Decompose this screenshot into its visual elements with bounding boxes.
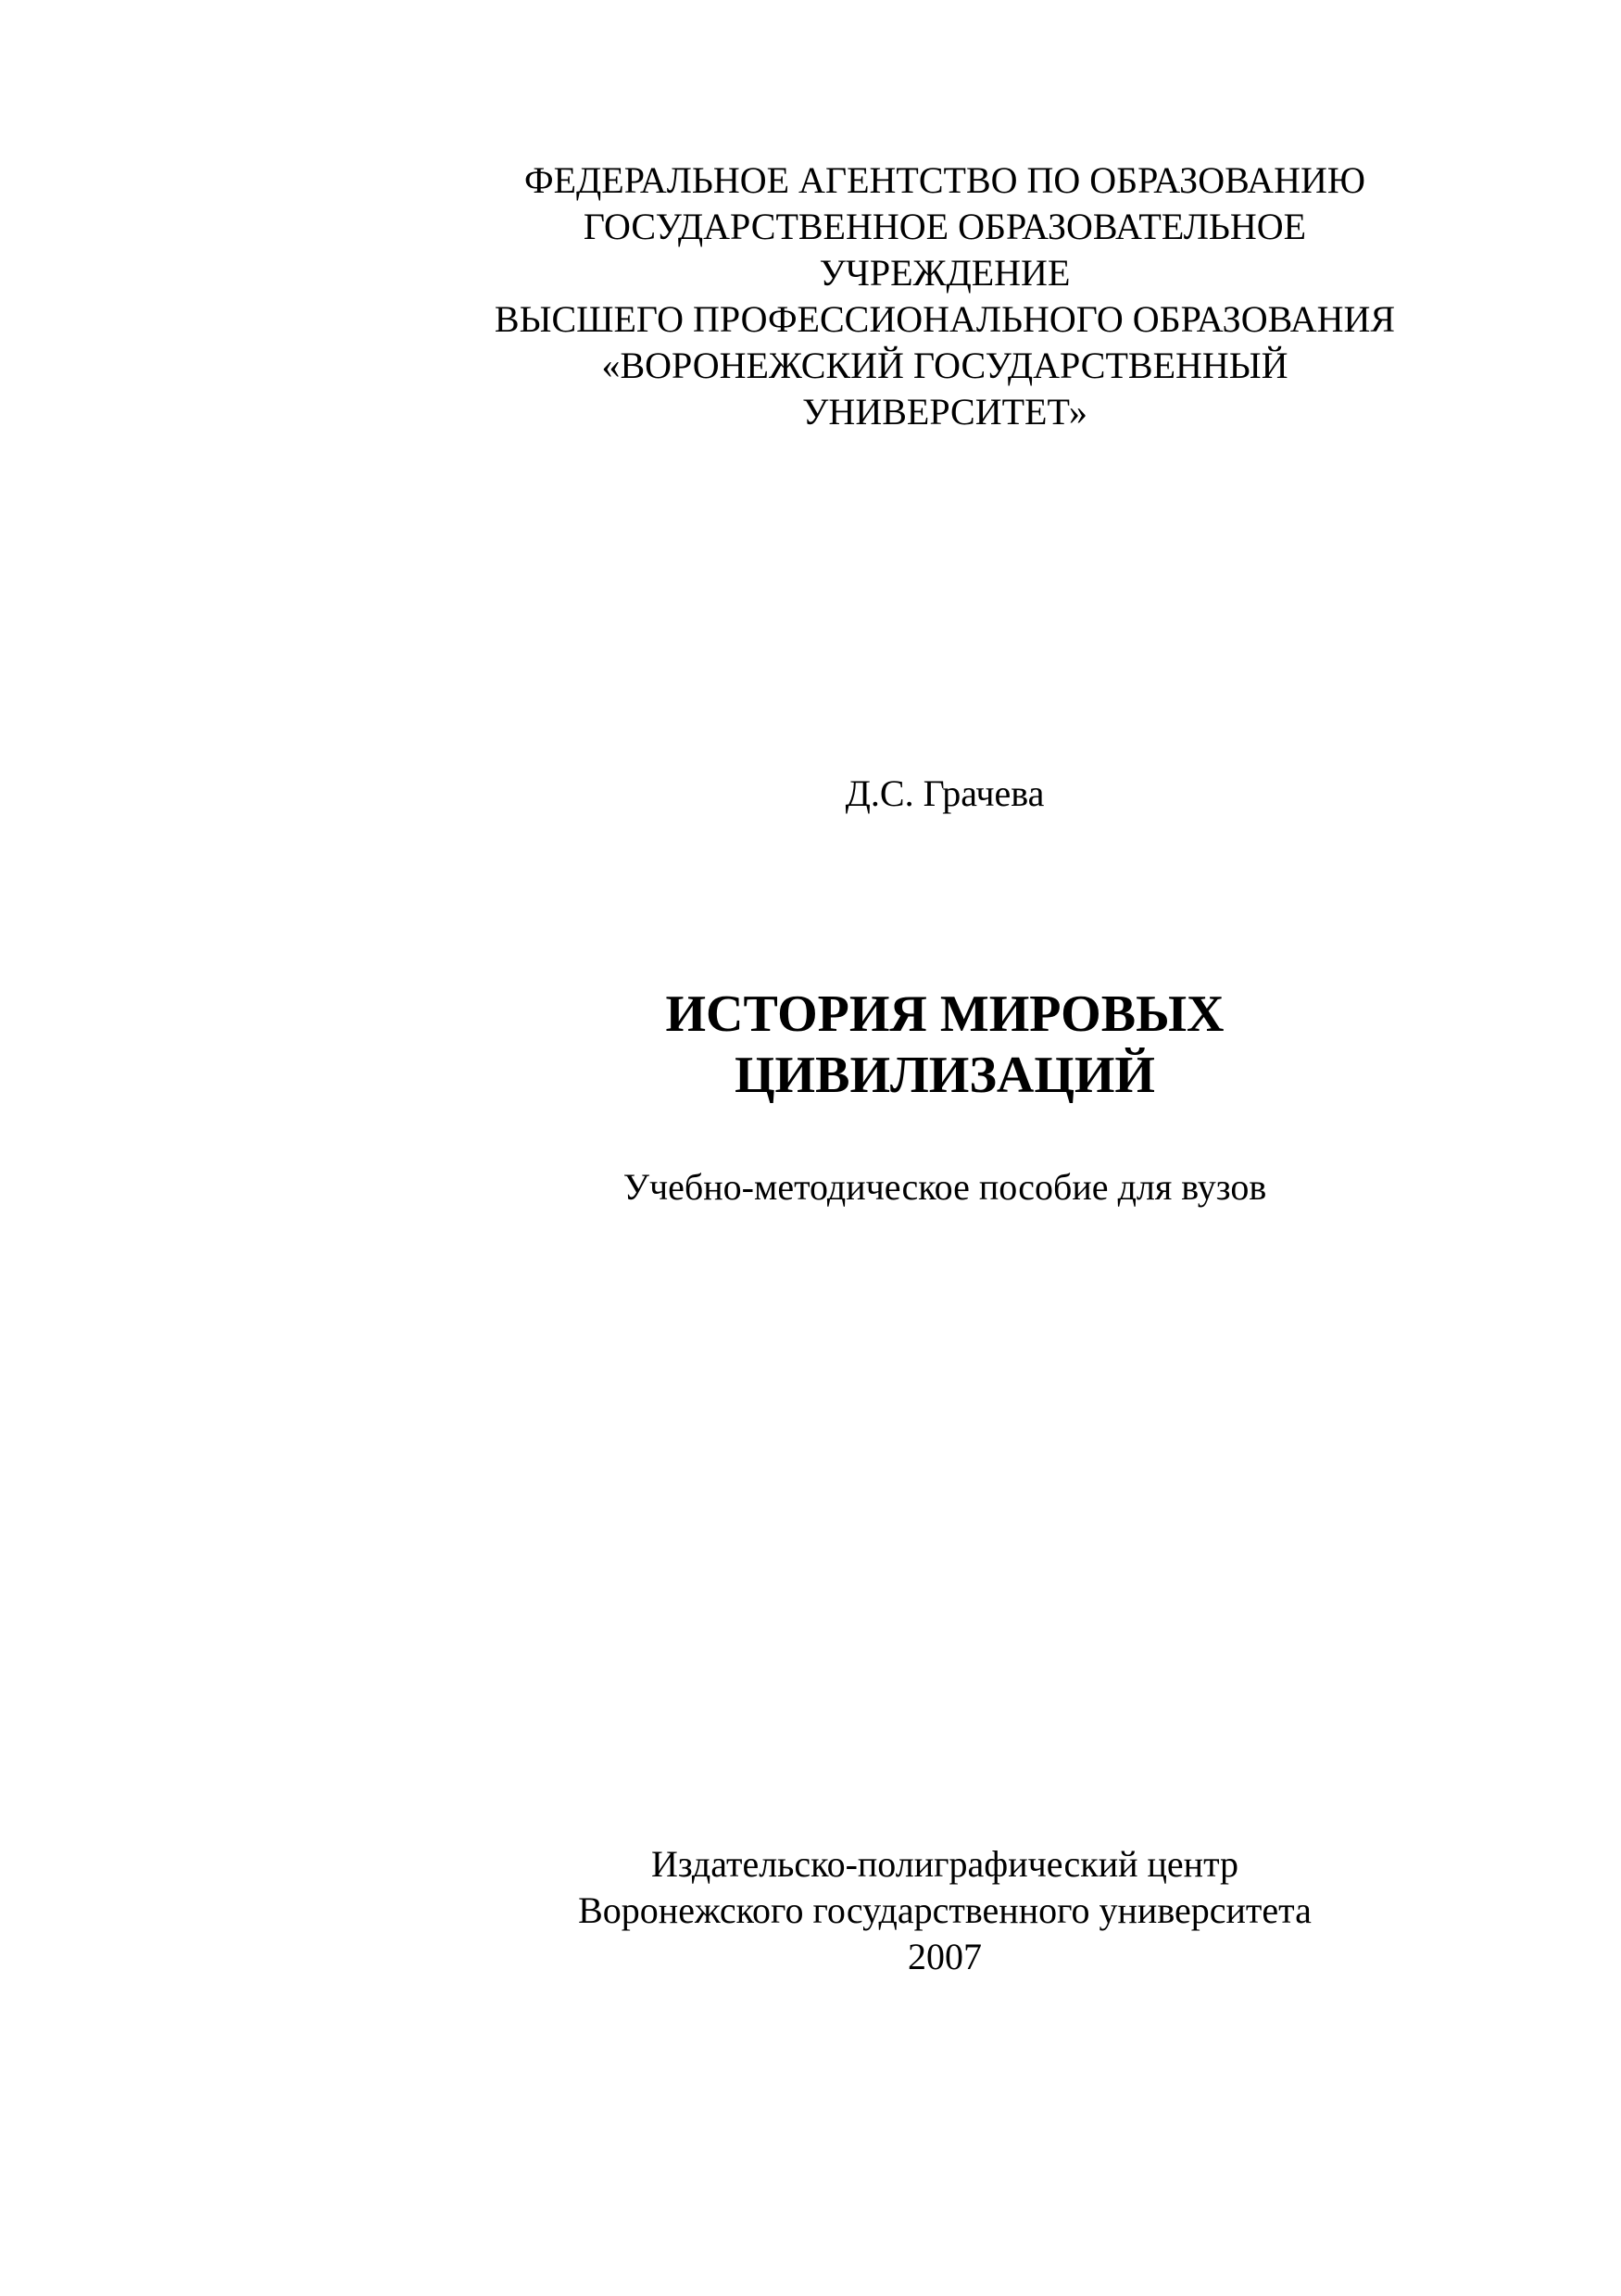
document-title — [435, 984, 1454, 1106]
subtitle-text: Учебно-методическое пособие для вузов — [622, 1166, 1267, 1208]
title-line: ИСТОРИЯ МИРОВЫХ — [665, 985, 1225, 1043]
document-subtitle — [435, 1164, 1454, 1211]
institution-line: ФЕДЕРАЛЬНОЕ АГЕНТСТВО ПО ОБРАЗОВАНИЮ — [523, 159, 1366, 201]
institution-line: УЧРЕЖДЕНИЕ — [819, 252, 1071, 294]
title-line: ЦИВИЛИЗАЦИЙ — [735, 1047, 1155, 1104]
publisher-line: Воронежского государственного университета — [578, 1889, 1312, 1931]
institution-line: «ВОРОНЕЖСКИЙ ГОСУДАРСТВЕННЫЙ — [601, 345, 1288, 386]
author-text: Д.С. Грачева — [845, 772, 1045, 814]
publisher-line: Издательско-полиграфический центр — [650, 1843, 1239, 1885]
institution-line: ВЫСШЕГО ПРОФЕССИОНАЛЬНОГО ОБРАЗОВАНИЯ — [494, 298, 1396, 340]
publisher-info — [435, 1841, 1454, 1980]
publication-year: 2007 — [908, 1936, 982, 1977]
institution-line: УНИВЕРСИТЕТ» — [802, 391, 1087, 433]
institution-header — [435, 157, 1454, 435]
institution-line: ГОСУДАРСТВЕННОЕ ОБРАЗОВАТЕЛЬНОЕ — [583, 206, 1307, 247]
author-name — [435, 771, 1454, 817]
